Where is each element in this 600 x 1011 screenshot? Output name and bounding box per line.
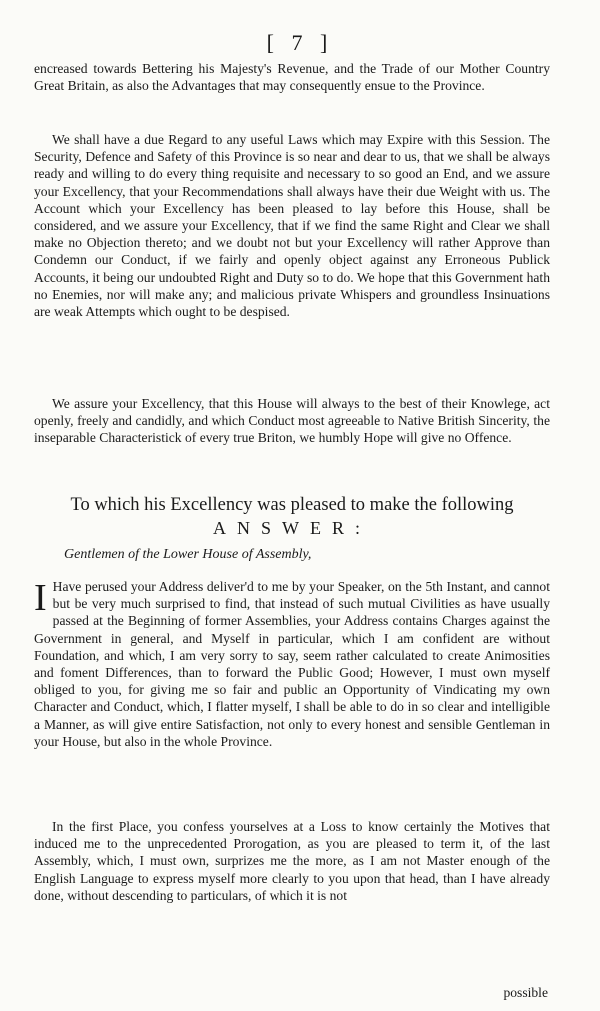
drop-cap: I	[34, 577, 47, 619]
paragraph-reply	[34, 578, 550, 750]
paragraph-first-place: In the first Place, you confess yourselves at a Loss to know certainly the Motives that induced me to the unprecedented Prorogation, as you are pleased to term it, of the last Assembly, which, I must own, surprizes me the more, as I am not Master enough of the English Language to express myself more clearly to you upon that head, than I have already done, without descending to particulars, of which it is not	[34, 819, 550, 903]
paragraph-continuation: encreased towards Bettering his Majesty's Revenue, and the Trade of our Mother Country Great Britain, as also the Advantages that may consequently ensue to the Province.	[34, 61, 550, 94]
paragraph-reply-text: Have perused your Address deliver'd to me by your Speaker, on the 5th Instant, and cannot but be very much surprised to find, that instead of such mutual Civilities as have usually passed at the Beginning of former Assemblies, your Address contains Charges against the Government in general, and Myself in particular, which I am confident are without Foundation, and which, I am very sorry to say, seem rather calculated to create Animosities and foment Differences, than to forward the Public Good; However, I must own myself obliged to you, for giving me so fair and public an Opportunity of Vindicating my own Character and Conduct, which, I flatter myself, I shall be able to do in so clear and intelligible a Manner, as will give entire Satisfaction, not only to every honest and sensible Gentleman in your House, but also in the whole Province.	[34, 579, 550, 749]
answer-heading: To which his Excellency was pleased to make the following	[70, 495, 514, 515]
salutation: Gentlemen of the Lower House of Assembly,	[64, 547, 312, 562]
paragraph-laws: We shall have a due Regard to any useful Laws which may Expire with this Session. The Security, Defence and Safety of this Province is so near and dear to us, that we shall be always ready and willing to do every thing requisite and necessary to so good an End, and we assure your Excellency, that your Recommendations shall always have their due Weight with us. The Account which your Excellency has been pleased to lay before this House, shall be considered, and we assure your Excellency, that if we find the same Right and Clear we shall make no Objection thereto; and we doubt not but your Excellency will rather Approve than Condemn our Conduct, if we fairly and openly object against any Erroneous Publick Accounts, it being our undoubted Right and Duty so to do. We hope that this Government hath no Enemies, nor will make any; and malicious private Whispers and groundless Insinuations are weak Attempts which ought to be despised.	[34, 132, 550, 320]
answer-title: ANSWER:	[213, 518, 371, 538]
catchword: possible	[503, 985, 548, 1000]
paragraph-assurance: We assure your Excellency, that this House will always to the best of their Knowlege, act openly, freely and candidly, and which Conduct most agreeable to Native British Sincerity, the inseparable Characteristick of every true Briton, we humbly Hope will give no Offence.	[34, 396, 550, 446]
page-number: [ 7 ]	[266, 30, 334, 55]
